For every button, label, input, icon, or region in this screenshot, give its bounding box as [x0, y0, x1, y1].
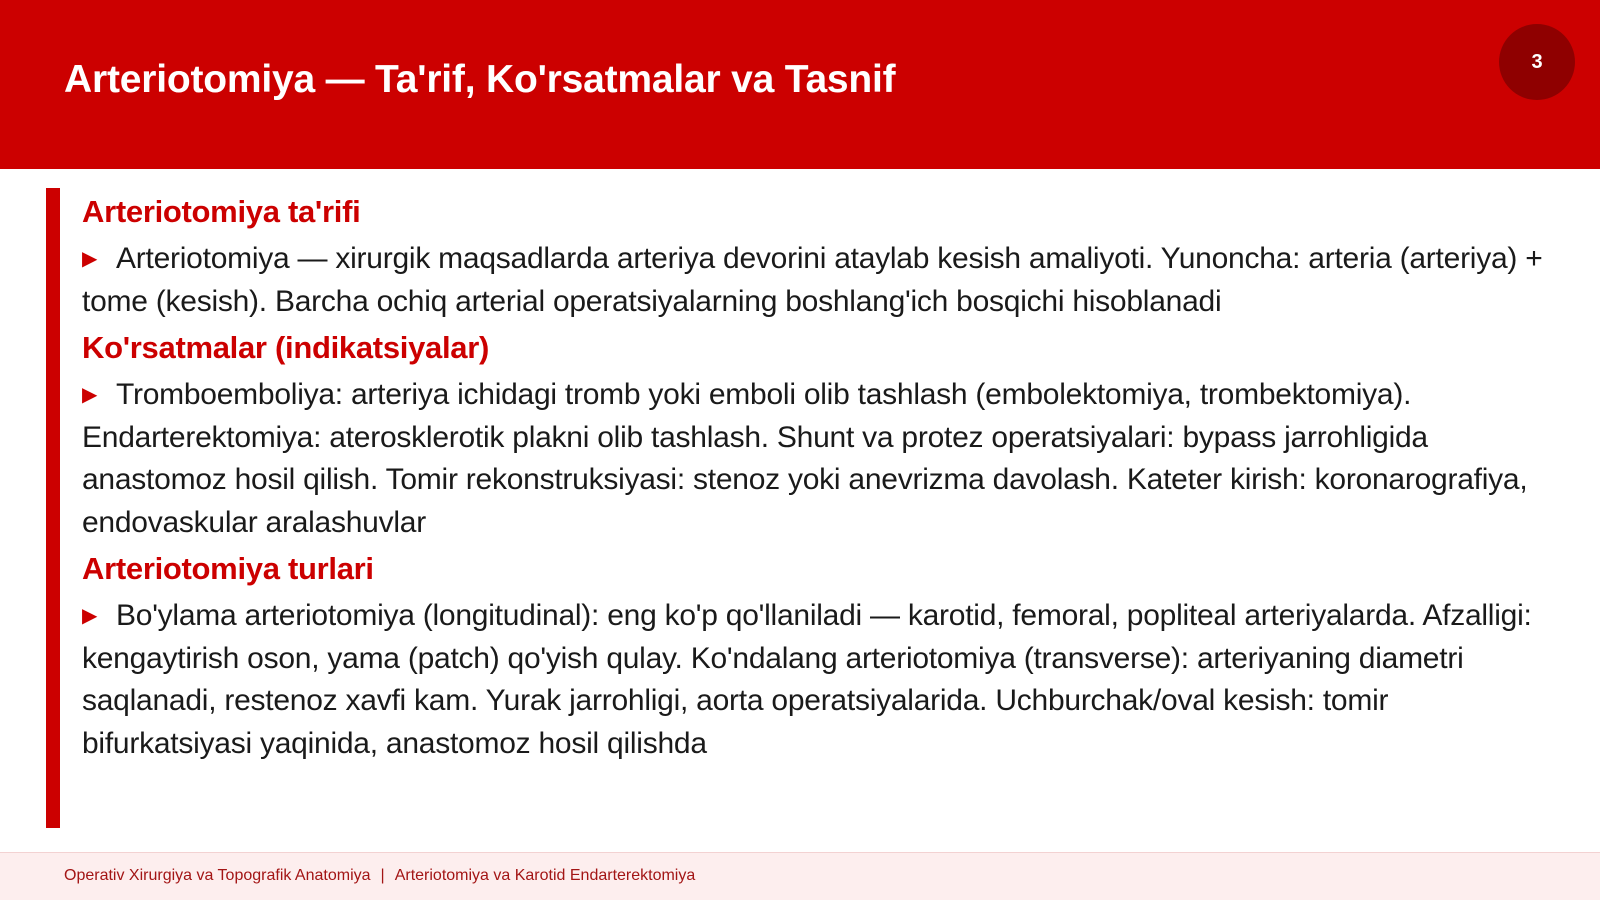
accent-bar: [46, 188, 60, 828]
bullet-item: [82, 238, 1562, 323]
bullet-item: [82, 374, 1562, 544]
slide-header: [0, 0, 1600, 169]
triangle-bullet-icon: ▶: [82, 384, 98, 406]
slide-title: Arteriotomiya — Ta'rif, Ko'rsatmalar va Tasnif: [64, 58, 896, 101]
footer-topic: Arteriotomiya va Karotid Endarterektomiya: [394, 867, 696, 884]
section-heading: Arteriotomiya ta'rifi: [82, 194, 361, 229]
bullet-text: Bo'ylama arteriotomiya (longitudinal): eng ko'p qo'llaniladi — karotid, femoral, popliteal arteriyalarda. Afzalligi: kengaytirish oson, yama (patch) qo'yish qulay. Ko'ndalang arteriotomiya (transverse): arteriyaning diametri saqlanadi, restenoz xavfi kam. Yurak jarrohligi, aorta operatsiyalarida. Uchburchak/oval kesish: tomir bifurkatsiyasi yaqinida, anastomoz hosil qilishda: [82, 599, 1532, 760]
footer-course: Operativ Xirurgiya va Topografik Anatomiya: [64, 867, 371, 884]
footer-text: [64, 867, 695, 885]
triangle-bullet-icon: ▶: [82, 248, 98, 270]
section-heading: Ko'rsatmalar (indikatsiyalar): [82, 330, 490, 365]
section-indications: [82, 326, 1562, 544]
bullet-text: Tromboemboliya: arteriya ichidagi tromb yoki emboli olib tashlash (embolektomiya, trombektomiya). Endarterektomiya: aterosklerotik plakni olib tashlash. Shunt va protez operatsiyalari: bypass jarrohligida anastomoz hosil qilish. Tomir rekonstruksiyasi: stenoz yoki anevrizma davolash. Kateter kirish: koronarografiya, endovaskular aralashuvlar: [82, 378, 1528, 539]
section-types: [82, 547, 1562, 765]
section-heading: Arteriotomiya turlari: [82, 551, 374, 586]
footer-separator: |: [380, 867, 385, 884]
bullet-item: [82, 595, 1562, 765]
bullet-text: Arteriotomiya — xirurgik maqsadlarda arteriya devorini ataylab kesish amaliyoti. Yunoncha: arteria (arteriya) + tome (kesish). Barcha ochiq arterial operatsiyalarning boshlang'ich bosqichi hisoblanadi: [82, 242, 1543, 318]
triangle-bullet-icon: ▶: [82, 605, 98, 627]
page-number-badge: 3: [1499, 24, 1575, 100]
section-definition: [82, 190, 1562, 323]
slide-footer: [0, 852, 1600, 900]
slide-content: [82, 190, 1562, 768]
